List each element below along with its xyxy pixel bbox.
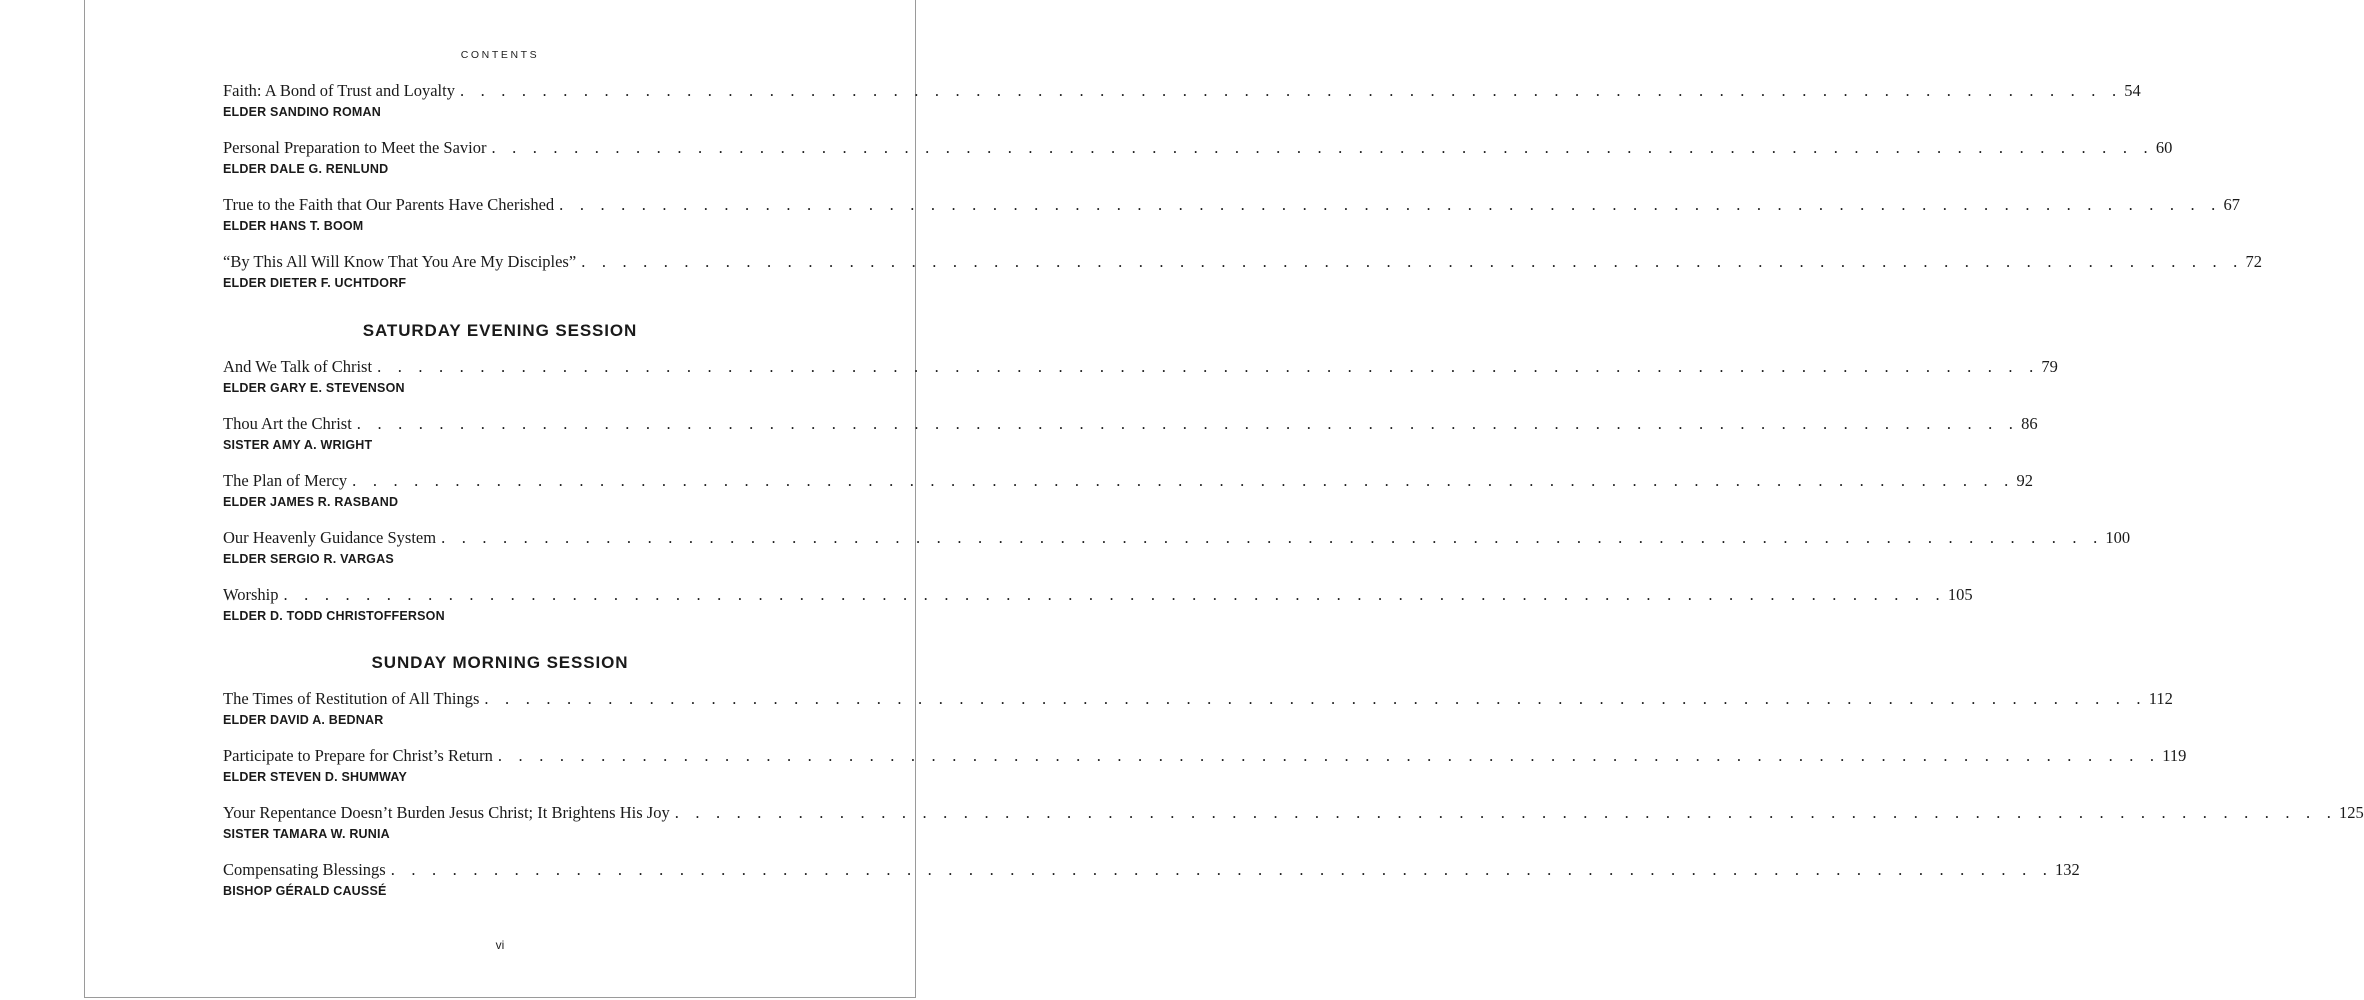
toc-page-number: 60 [2155, 138, 2173, 157]
toc-page-number: 112 [2148, 689, 2173, 708]
dot-leader: . . . . . . . . . . . . . . . . . . . . . . . . . . . . . . . . . . . . . . . . . . . . . . . . . . . . . . . . . . . . . . . . . . . . . . . . . . . . . . . . . [484, 689, 2147, 708]
toc-title: Your Repentance Doesn’t Burden Jesus Christ; It Brightens His Joy [223, 803, 670, 822]
toc-page-number: 125 [2339, 803, 2364, 822]
toc-page-number: 72 [2245, 252, 2263, 271]
toc-group-continued [223, 79, 2263, 307]
section-heading-saturday-evening: SATURDAY EVENING SESSION [362, 321, 638, 340]
toc-line [223, 412, 2038, 436]
toc-speaker: ELDER GARY E. STEVENSON [223, 381, 405, 395]
toc-entry [223, 79, 2141, 136]
toc-entry [223, 469, 2033, 526]
toc-page-number: 132 [2055, 860, 2080, 879]
dot-leader: . . . . . . . . . . . . . . . . . . . . . . . . . . . . . . . . . . . . . . . . . . . . . . . . . . . . . . . . . . . . . . . . . . . . . . . . . . . . . . . . . [559, 195, 2222, 214]
toc-entry [223, 250, 2263, 307]
toc-page-number: 67 [2223, 195, 2240, 214]
toc-group-saturday-evening [223, 355, 2131, 640]
toc-speaker: ELDER SERGIO R. VARGAS [223, 552, 394, 566]
toc-page-number: 79 [2041, 357, 2058, 376]
toc-entry [223, 355, 2058, 412]
toc-entry [223, 687, 2173, 744]
toc-title: The Times of Restitution of All Things [223, 689, 480, 708]
toc-entry [223, 858, 2080, 915]
toc-entry [223, 583, 1973, 640]
dot-leader: . . . . . . . . . . . . . . . . . . . . . . . . . . . . . . . . . . . . . . . . . . . . . . . . . . . . . . . . . . . . . . . . . . . . . . . . . . . . . . . . . [497, 746, 2161, 765]
toc-speaker: ELDER HANS T. BOOM [223, 219, 364, 233]
toc-page-number: 54 [2124, 81, 2141, 100]
toc-line [223, 469, 2033, 493]
dot-leader: . . . . . . . . . . . . . . . . . . . . . . . . . . . . . . . . . . . . . . . . . . . . . . . . . . . . . . . . . . . . . . . . . . . . . . . . . . . . . . . . . [459, 81, 2123, 100]
toc-line [223, 583, 1973, 607]
toc-line [223, 355, 2058, 379]
dot-leader: . . . . . . . . . . . . . . . . . . . . . . . . . . . . . . . . . . . . . . . . . . . . . . . . . . . . . . . . . . . . . . . . . . . . . . . . . . . . . . . . . [283, 585, 1946, 604]
toc-entry [223, 526, 2131, 583]
toc-speaker: ELDER DIETER F. UCHTDORF [223, 276, 407, 290]
toc-group-sunday-morning [223, 687, 2364, 915]
dot-leader: . . . . . . . . . . . . . . . . . . . . . . . . . . . . . . . . . . . . . . . . . . . . . . . . . . . . . . . . . . . . . . . . . . . . . . . . . . . . . . . . . [581, 252, 2244, 271]
toc-entry [223, 193, 2240, 250]
toc-line [223, 193, 2240, 217]
toc-speaker: ELDER DALE G. RENLUND [223, 162, 389, 176]
dot-leader: . . . . . . . . . . . . . . . . . . . . . . . . . . . . . . . . . . . . . . . . . . . . . . . . . . . . . . . . . . . . . . . . . . . . . . . . . . . . . . . . . [491, 138, 2154, 157]
toc-entry [223, 801, 2364, 858]
section-heading-sunday-morning: SUNDAY MORNING SESSION [371, 653, 629, 672]
toc-title: Thou Art the Christ [223, 414, 352, 433]
toc-speaker: SISTER TAMARA W. RUNIA [223, 827, 390, 841]
toc-line [223, 687, 2173, 711]
dot-leader: . . . . . . . . . . . . . . . . . . . . . . . . . . . . . . . . . . . . . . . . . . . . . . . . . . . . . . . . . . . . . . . . . . . . . . . . . . . . . . . . . [390, 860, 2054, 879]
toc-title: Participate to Prepare for Christ’s Return [223, 746, 493, 765]
toc-page-number: 105 [1947, 585, 1973, 604]
toc-speaker: SISTER AMY A. WRIGHT [223, 438, 373, 452]
toc-entry [223, 744, 2187, 801]
toc-line [223, 801, 2364, 825]
toc-line [223, 250, 2263, 274]
toc-line [223, 526, 2131, 550]
toc-page-number: 86 [2021, 414, 2038, 433]
toc-page-number: 92 [2016, 471, 2033, 490]
contents-header: CONTENTS [460, 49, 540, 61]
toc-entry [223, 136, 2173, 193]
toc-title: “By This All Will Know That You Are My Disciples” [223, 252, 577, 271]
toc-line [223, 858, 2080, 882]
toc-speaker: BISHOP GÉRALD CAUSSÉ [223, 884, 387, 898]
toc-title: The Plan of Mercy [223, 471, 348, 490]
toc-title: Our Heavenly Guidance System [223, 528, 437, 547]
page-number-folio: vi [495, 938, 505, 952]
toc-entry [223, 412, 2038, 469]
toc-line [223, 79, 2141, 103]
toc-page-number: 119 [2162, 746, 2187, 765]
toc-speaker: ELDER JAMES R. RASBAND [223, 495, 399, 509]
book-page [84, 0, 2364, 998]
dot-leader: . . . . . . . . . . . . . . . . . . . . . . . . . . . . . . . . . . . . . . . . . . . . . . . . . . . . . . . . . . . . . . . . . . . . . . . . . . . . . . . . . [352, 471, 2015, 490]
toc-speaker: ELDER STEVEN D. SHUMWAY [223, 770, 408, 784]
toc-title: And We Talk of Christ [223, 357, 373, 376]
toc-title: Worship [223, 585, 279, 604]
dot-leader: . . . . . . . . . . . . . . . . . . . . . . . . . . . . . . . . . . . . . . . . . . . . . . . . . . . . . . . . . . . . . . . . . . . . . . . . . . . . . . . . . [377, 357, 2040, 376]
toc-title: Personal Preparation to Meet the Savior [223, 138, 487, 157]
toc-title: Compensating Blessings [223, 860, 386, 879]
toc-speaker: ELDER D. TODD CHRISTOFFERSON [223, 609, 445, 623]
toc-page-number: 100 [2105, 528, 2131, 547]
dot-leader: . . . . . . . . . . . . . . . . . . . . . . . . . . . . . . . . . . . . . . . . . . . . . . . . . . . . . . . . . . . . . . . . . . . . . . . . . . . . . . . . . [674, 803, 2338, 822]
dot-leader: . . . . . . . . . . . . . . . . . . . . . . . . . . . . . . . . . . . . . . . . . . . . . . . . . . . . . . . . . . . . . . . . . . . . . . . . . . . . . . . . . [441, 528, 2104, 547]
dot-leader: . . . . . . . . . . . . . . . . . . . . . . . . . . . . . . . . . . . . . . . . . . . . . . . . . . . . . . . . . . . . . . . . . . . . . . . . . . . . . . . . . [356, 414, 2020, 433]
toc-speaker: ELDER DAVID A. BEDNAR [223, 713, 384, 727]
toc-title: Faith: A Bond of Trust and Loyalty [223, 81, 455, 100]
toc-title: True to the Faith that Our Parents Have Cherished [223, 195, 555, 214]
toc-line [223, 136, 2173, 160]
toc-line [223, 744, 2187, 768]
toc-speaker: ELDER SANDINO ROMAN [223, 105, 381, 119]
